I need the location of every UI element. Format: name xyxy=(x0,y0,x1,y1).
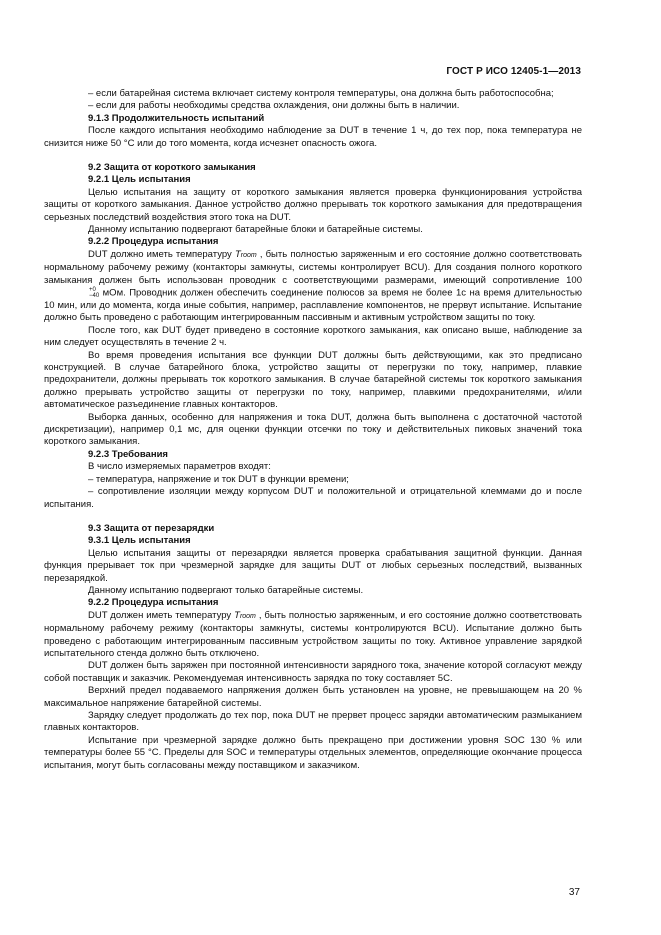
section-heading: 9.3 Защита от перезарядки xyxy=(88,522,215,534)
subsection-heading: 9.2.3 Требования xyxy=(88,448,168,460)
t-room-subscript: room xyxy=(239,612,256,620)
subsection-heading: 9.2.2 Процедура испытания xyxy=(88,597,219,609)
subsection-heading: 9.2.1 Цель испытания xyxy=(88,174,191,186)
list-item: – температура, напряжение и ток DUT в функции времени; xyxy=(88,473,349,485)
paragraph: – если для работы необходимы средства охлаждения, они должны быть в наличии. xyxy=(88,100,460,112)
paragraph: После того, как DUT будет приведено в состояние короткого замыкания, как описано выше, наблюдение за ним следует осуществлять в течение 2 ч. xyxy=(44,324,582,349)
paragraph xyxy=(44,610,582,661)
paragraph: Целью испытания на защиту от короткого замыкания является проверка функционирования устройства защиты от короткого замыкания. Данное устройство должно прерывать ток короткого замыкания для предотвращения серьезных последствий воздействия этого тока на DUT. xyxy=(44,186,582,223)
section-heading: 9.2 Защита от короткого замыкания xyxy=(88,162,256,174)
paragraph: В число измеряемых параметров входят: xyxy=(88,461,271,473)
paragraph: После каждого испытания необходимо наблюдение за DUT в течение 1 ч, до тех пор, пока температура не снизится ниже 50 °С или до того момента, когда исчезнет опасность ожога. xyxy=(44,125,582,149)
document-body xyxy=(44,88,582,772)
paragraph: Данному испытанию подвергают батарейные блоки и батарейные системы. xyxy=(88,224,423,236)
paragraph: Целью испытания защиты от перезарядки является проверка срабатывания защитной функции. Данная функция прерывает ток при чрезмерной зарядке для защиты DUT от любых серьезных последствий, вызванных перезарядкой. xyxy=(44,547,582,584)
text-run: DUT должен иметь температуру xyxy=(88,609,235,621)
tolerance-minus: −40 xyxy=(89,293,100,300)
page-number: 37 xyxy=(568,887,580,898)
paragraph: Выборка данных, особенно для напряжения и тока DUT, должна быть выполнена с достаточной частотой дискретизации), например 0,1 мс, для оценки функции отсечки по току и действительных пиковых значений тока короткого замыкания. xyxy=(44,411,582,448)
paragraph: Данному испытанию подвергают только батарейные системы. xyxy=(88,584,364,596)
paragraph: Верхний предел подаваемого напряжения должен быть установлен на уровне, не превышающем на 20 % максимальное напряжение батарейной системы. xyxy=(44,685,582,709)
subsection-heading: 9.2.2 Процедура испытания xyxy=(88,236,219,248)
text-run: , быть полностью заряженным и его состояние должно соответствовать нормальному рабочему режиму (контакторы замкнуты, системы контролирует BCU). Для создания полного короткого замыкания должен быть использован проводник с соответствующими размерами, имеющий сопротивление 100 xyxy=(44,248,582,286)
t-room-symbol: T xyxy=(234,609,240,621)
tolerance-plus: +0 xyxy=(89,287,96,294)
paragraph: Зарядку следует продолжать до тех пор, пока DUT не прервет процесс зарядки автоматическим размыканием главных контакторов. xyxy=(44,710,582,734)
text-run: , быть полностью заряженным, и его состояние должно соответствовать нормальному рабочему режиму (контакторы замкнуты, системы контролируются BCU). Испытание должно быть проведено с работающим интегрированным пассивным устройством защиты по току. Активное управление зарядкой испытательного стенда должно быть отключено. xyxy=(44,609,582,659)
paragraph: DUT должен быть заряжен при постоянной интенсивности зарядного тока, значение которой согласуют между собой поставщик и заказчик. Рекомендуемая интенсивность зарядка по току составляет 5С. xyxy=(44,660,582,684)
section-heading: 9.1.3 Продолжительность испытаний xyxy=(88,112,265,124)
paragraph: Испытание при чрезмерной зарядке должно быть прекращено при достижении уровня SOC 130 % или температуры более 55 °С. Пределы для SOC и температуры отдельных элементов, определяющие окончание процесса испытания, могут быть согласованы между поставщиком и заказчиком. xyxy=(44,734,582,771)
subsection-heading: 9.3.1 Цель испытания xyxy=(88,535,191,547)
t-room-symbol: T xyxy=(234,248,241,260)
tolerance xyxy=(45,287,99,299)
paragraph: – если батарейная система включает систему контроля температуры, она должна быть работоспособна; xyxy=(88,88,554,99)
list-item: – сопротивление изоляции между корпусом DUT и положительной и отрицательной клеммами до и после испытания. xyxy=(44,486,582,510)
paragraph xyxy=(44,249,582,325)
paragraph: Во время проведения испытания все функции DUT должны быть действующими, как это предписано конструкцией. В случае батарейного блока, устройство защиты от перегрузки по току, например, плавкие предохранители, должны прерывать ток короткого замыкания. В случае батарейной системы ток короткого замыкания должно прерывать устройство защиты от перегрузки по току, например, плавкими предохранителями, и/или автоматическое разъединение главных контакторов. xyxy=(44,349,582,411)
standard-header: ГОСТ Р ИСО 12405-1—2013 xyxy=(446,66,581,77)
text-run: DUT должно иметь температуру xyxy=(88,248,235,260)
text-run: мОм. Проводник должен обеспечить соединение полюсов за время не более 1с на время длительностью 10 мин, или до момента, когда иные события, например, расплавление компонентов, не прервут испытание. Испытание должно быть проведено с работающим интегрированным пассивным и активным устройством защиты по току. xyxy=(44,287,582,324)
t-room-subscript: room xyxy=(240,251,257,259)
